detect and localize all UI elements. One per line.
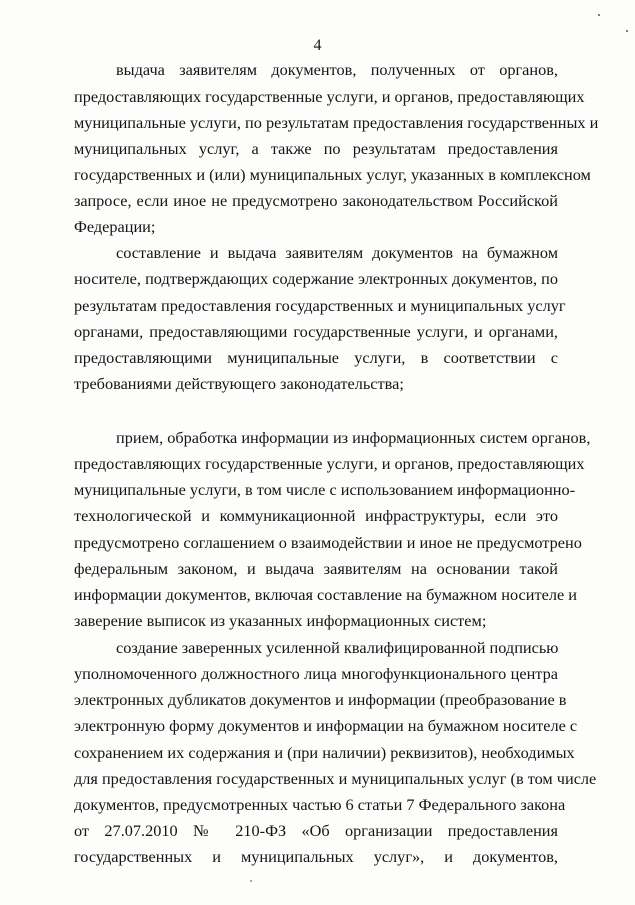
text-line: документов, предусмотренных частью 6 статьи 7 Федерального закона [74, 795, 566, 814]
text-line: органами, предоставляющими государственные услуги, и органами, [74, 322, 558, 341]
text-line: для предоставления государственных и муниципальных услуг (в том числе [74, 769, 597, 788]
text-line: запросе, если иное не предусмотрено законодательством Российской [74, 191, 558, 210]
text-line: от 27.07.2010 № 210-ФЗ «Об организации предоставления [74, 821, 558, 840]
text-line: уполномоченного должностного лица многофункционального центра [74, 664, 558, 683]
text-line: муниципальных услуг, а также по результатам предоставления [74, 139, 558, 158]
text-line: государственных и муниципальных услуг», и документов, [74, 847, 558, 866]
text-line: сохранением их содержания и (при наличии) реквизитов), необходимых [74, 743, 575, 762]
text-line: информации документов, включая составление на бумажном носителе и [74, 585, 577, 604]
text-line: предоставляющими муниципальные услуги, в соответствии с [74, 348, 558, 367]
text-line: выдача заявителям документов, полученных от органов, [116, 60, 558, 79]
text-line: предоставляющих государственные услуги, и органов, предоставляющих [74, 454, 585, 473]
text-line: результатам предоставления государственных и муниципальных услуг [74, 296, 566, 315]
scan-speck [598, 14, 600, 16]
scan-speck [626, 30, 628, 32]
text-line: предусмотрено соглашением о взаимодействии и иное не предусмотрено [74, 533, 582, 552]
text-line: муниципальные услуги, по результатам предоставления государственных и [74, 113, 599, 132]
text-line: государственных и (или) муниципальных услуг, указанных в комплексном [74, 165, 591, 184]
text-line: создание заверенных усиленной квалифицированной подписью [116, 638, 559, 657]
text-line: электронных дубликатов документов и информации (преобразование в [74, 690, 567, 709]
scan-speck [250, 880, 252, 882]
text-line: заверение выписок из указанных информационных систем; [74, 611, 487, 630]
text-line: технологической и коммуникационной инфраструктуры, если это [74, 506, 558, 525]
text-line: предоставляющих государственные услуги, и органов, предоставляющих [74, 87, 585, 106]
text-line: муниципальные услуги, в том числе с использованием информационно- [74, 480, 576, 499]
text-line: прием, обработка информации из информационных систем органов, [116, 428, 591, 447]
text-line: федеральным законом, и выдача заявителям на основании такой [74, 559, 558, 578]
text-line: Федерации; [74, 217, 156, 236]
page-number: 4 [313, 37, 322, 54]
text-line: электронную форму документов и информации на бумажном носителе с [74, 716, 578, 735]
text-line: требованиями действующего законодательства; [74, 374, 404, 393]
text-line: составление и выдача заявителям документов на бумажном [116, 243, 558, 262]
text-line: носителе, подтверждающих содержание электронных документов, по [74, 269, 558, 288]
